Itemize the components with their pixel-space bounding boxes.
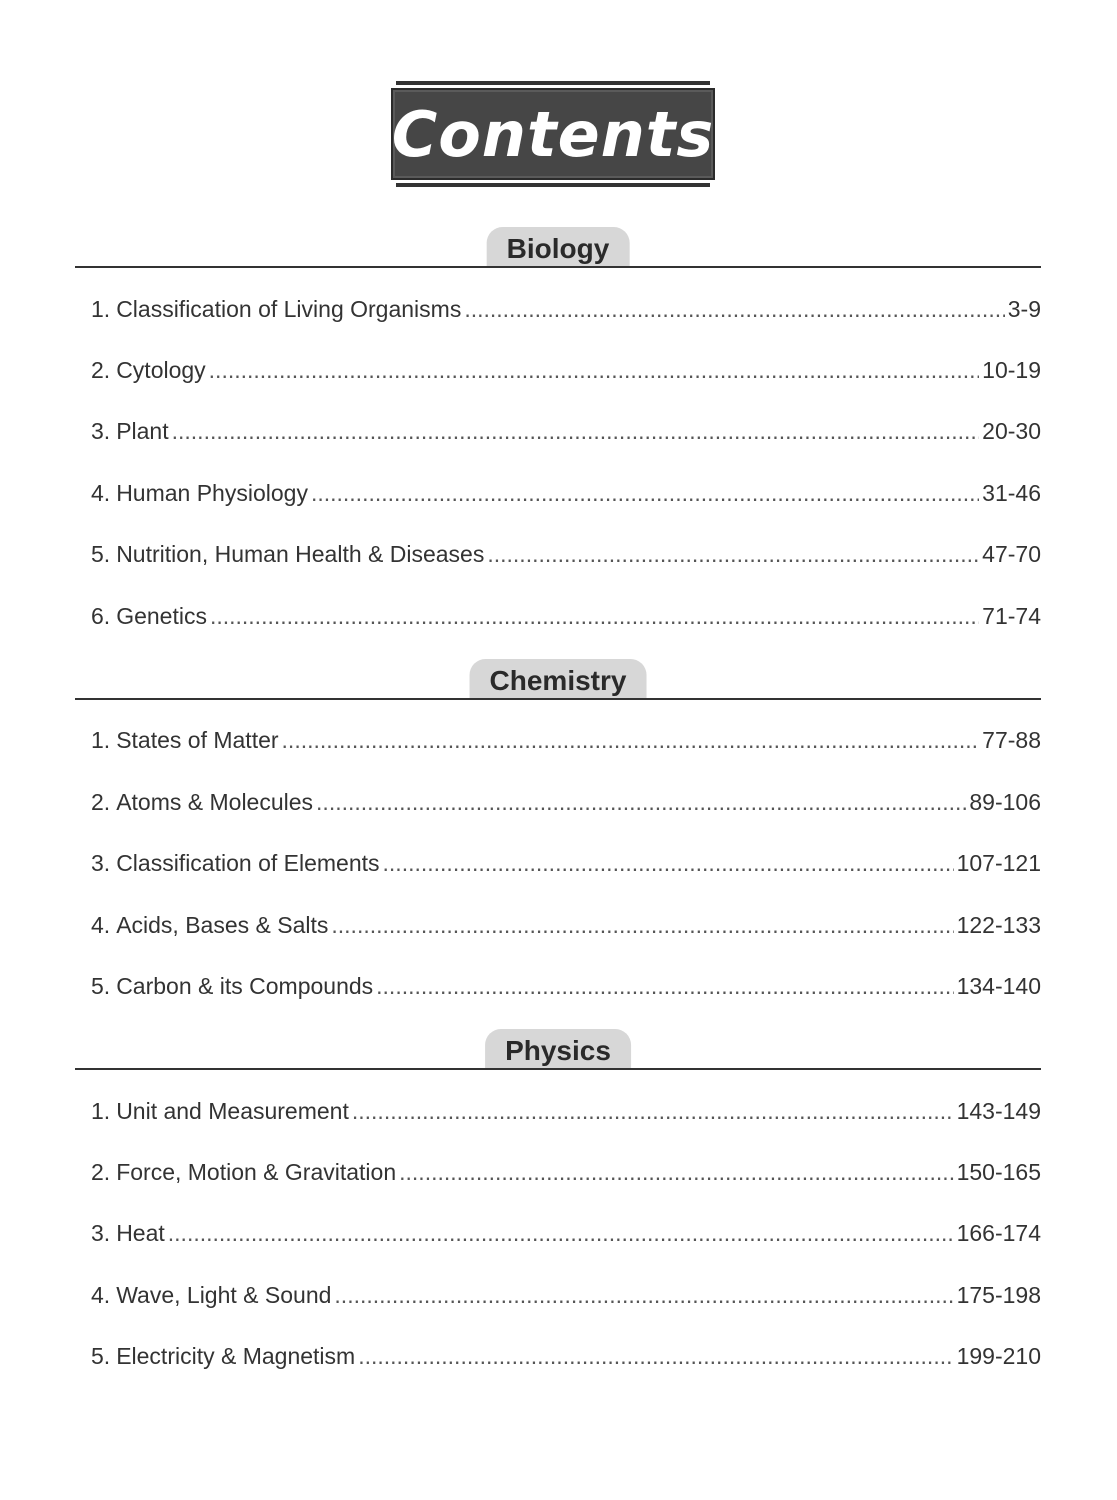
entry-number: 3. <box>91 418 111 444</box>
entry-title: Electricity & Magnetism <box>116 1343 356 1369</box>
entry-number: 3. <box>91 1220 111 1246</box>
dot-leader <box>399 1159 953 1186</box>
page-title: Contents <box>391 97 715 171</box>
section-tab-biology: Biology <box>487 227 630 266</box>
entry-number: 5. <box>91 541 111 567</box>
entry-pages: 107-121 <box>956 850 1041 876</box>
dot-leader <box>209 357 980 384</box>
entry-title: Nutrition, Human Health & Diseases <box>116 541 485 567</box>
toc-entry[interactable] <box>91 850 1041 880</box>
entry-title: Force, Motion & Gravitation <box>116 1159 397 1185</box>
toc-entry[interactable] <box>91 1343 1041 1373</box>
dot-leader <box>316 789 966 816</box>
section-tab-physics: Physics <box>485 1029 631 1068</box>
entry-pages: 134-140 <box>956 973 1041 999</box>
section-header-chemistry <box>75 654 1041 700</box>
entry-pages: 175-198 <box>956 1282 1041 1308</box>
dot-leader <box>376 973 953 1000</box>
entry-title: Classification of Living Organisms <box>116 296 462 322</box>
entry-title: Genetics <box>116 603 207 629</box>
banner-bottom-rule <box>396 183 710 187</box>
entry-title: Acids, Bases & Salts <box>116 912 329 938</box>
entry-pages: 143-149 <box>956 1098 1041 1124</box>
entry-pages: 150-165 <box>956 1159 1041 1185</box>
dot-leader <box>464 296 1004 323</box>
entry-pages: 77-88 <box>982 727 1041 753</box>
dot-leader <box>383 850 954 877</box>
contents-banner <box>391 78 715 190</box>
entry-title: Atoms & Molecules <box>116 789 314 815</box>
dot-leader <box>334 1282 953 1309</box>
dot-leader <box>168 1220 954 1247</box>
entry-title: States of Matter <box>116 727 279 753</box>
entry-pages: 71-74 <box>982 603 1041 629</box>
entry-number: 4. <box>91 912 111 938</box>
entry-number: 2. <box>91 789 111 815</box>
entry-number: 3. <box>91 850 111 876</box>
toc-entry[interactable] <box>91 973 1041 1003</box>
dot-leader <box>311 480 979 507</box>
toc-entry[interactable] <box>91 1282 1041 1312</box>
entry-pages: 10-19 <box>982 357 1041 383</box>
dot-leader <box>358 1343 953 1370</box>
entry-number: 4. <box>91 480 111 506</box>
entry-number: 5. <box>91 973 111 999</box>
entry-pages: 3-9 <box>1007 296 1041 322</box>
entry-number: 2. <box>91 357 111 383</box>
entry-pages: 166-174 <box>956 1220 1041 1246</box>
toc-entry[interactable] <box>91 789 1041 819</box>
toc-entry[interactable] <box>91 541 1041 571</box>
entry-pages: 199-210 <box>956 1343 1041 1369</box>
dot-leader <box>331 912 953 939</box>
entry-title: Plant <box>116 418 169 444</box>
section-header-biology <box>75 222 1041 268</box>
entry-number: 4. <box>91 1282 111 1308</box>
entry-number: 1. <box>91 727 111 753</box>
dot-leader <box>282 727 980 754</box>
entry-title: Heat <box>116 1220 165 1246</box>
dot-leader <box>172 418 980 445</box>
toc-entry[interactable] <box>91 1098 1041 1128</box>
dot-leader <box>487 541 979 568</box>
dot-leader <box>352 1098 954 1125</box>
entry-number: 2. <box>91 1159 111 1185</box>
toc-entry[interactable] <box>91 603 1041 633</box>
section-header-physics <box>75 1024 1041 1070</box>
entry-pages: 47-70 <box>982 541 1041 567</box>
entry-title: Unit and Measurement <box>116 1098 349 1124</box>
entry-pages: 122-133 <box>956 912 1041 938</box>
entry-pages: 31-46 <box>982 480 1041 506</box>
toc-entry[interactable] <box>91 727 1041 757</box>
entry-number: 5. <box>91 1343 111 1369</box>
entry-pages: 20-30 <box>982 418 1041 444</box>
toc-entry[interactable] <box>91 1220 1041 1250</box>
banner-box <box>391 88 715 180</box>
entry-number: 1. <box>91 296 111 322</box>
entry-title: Wave, Light & Sound <box>116 1282 332 1308</box>
toc-entry[interactable] <box>91 357 1041 387</box>
toc-entry[interactable] <box>91 480 1041 510</box>
dot-leader <box>210 603 979 630</box>
toc-entry[interactable] <box>91 1159 1041 1189</box>
entry-pages: 89-106 <box>969 789 1041 815</box>
entry-title: Carbon & its Compounds <box>116 973 374 999</box>
toc-entry[interactable] <box>91 296 1041 326</box>
toc-entry[interactable] <box>91 418 1041 448</box>
entry-number: 1. <box>91 1098 111 1124</box>
entry-title: Human Physiology <box>116 480 308 506</box>
section-tab-chemistry: Chemistry <box>470 659 647 698</box>
toc-entry[interactable] <box>91 912 1041 942</box>
entry-number: 6. <box>91 603 111 629</box>
banner-top-rule <box>396 81 710 85</box>
entry-title: Classification of Elements <box>116 850 380 876</box>
entry-title: Cytology <box>116 357 206 383</box>
